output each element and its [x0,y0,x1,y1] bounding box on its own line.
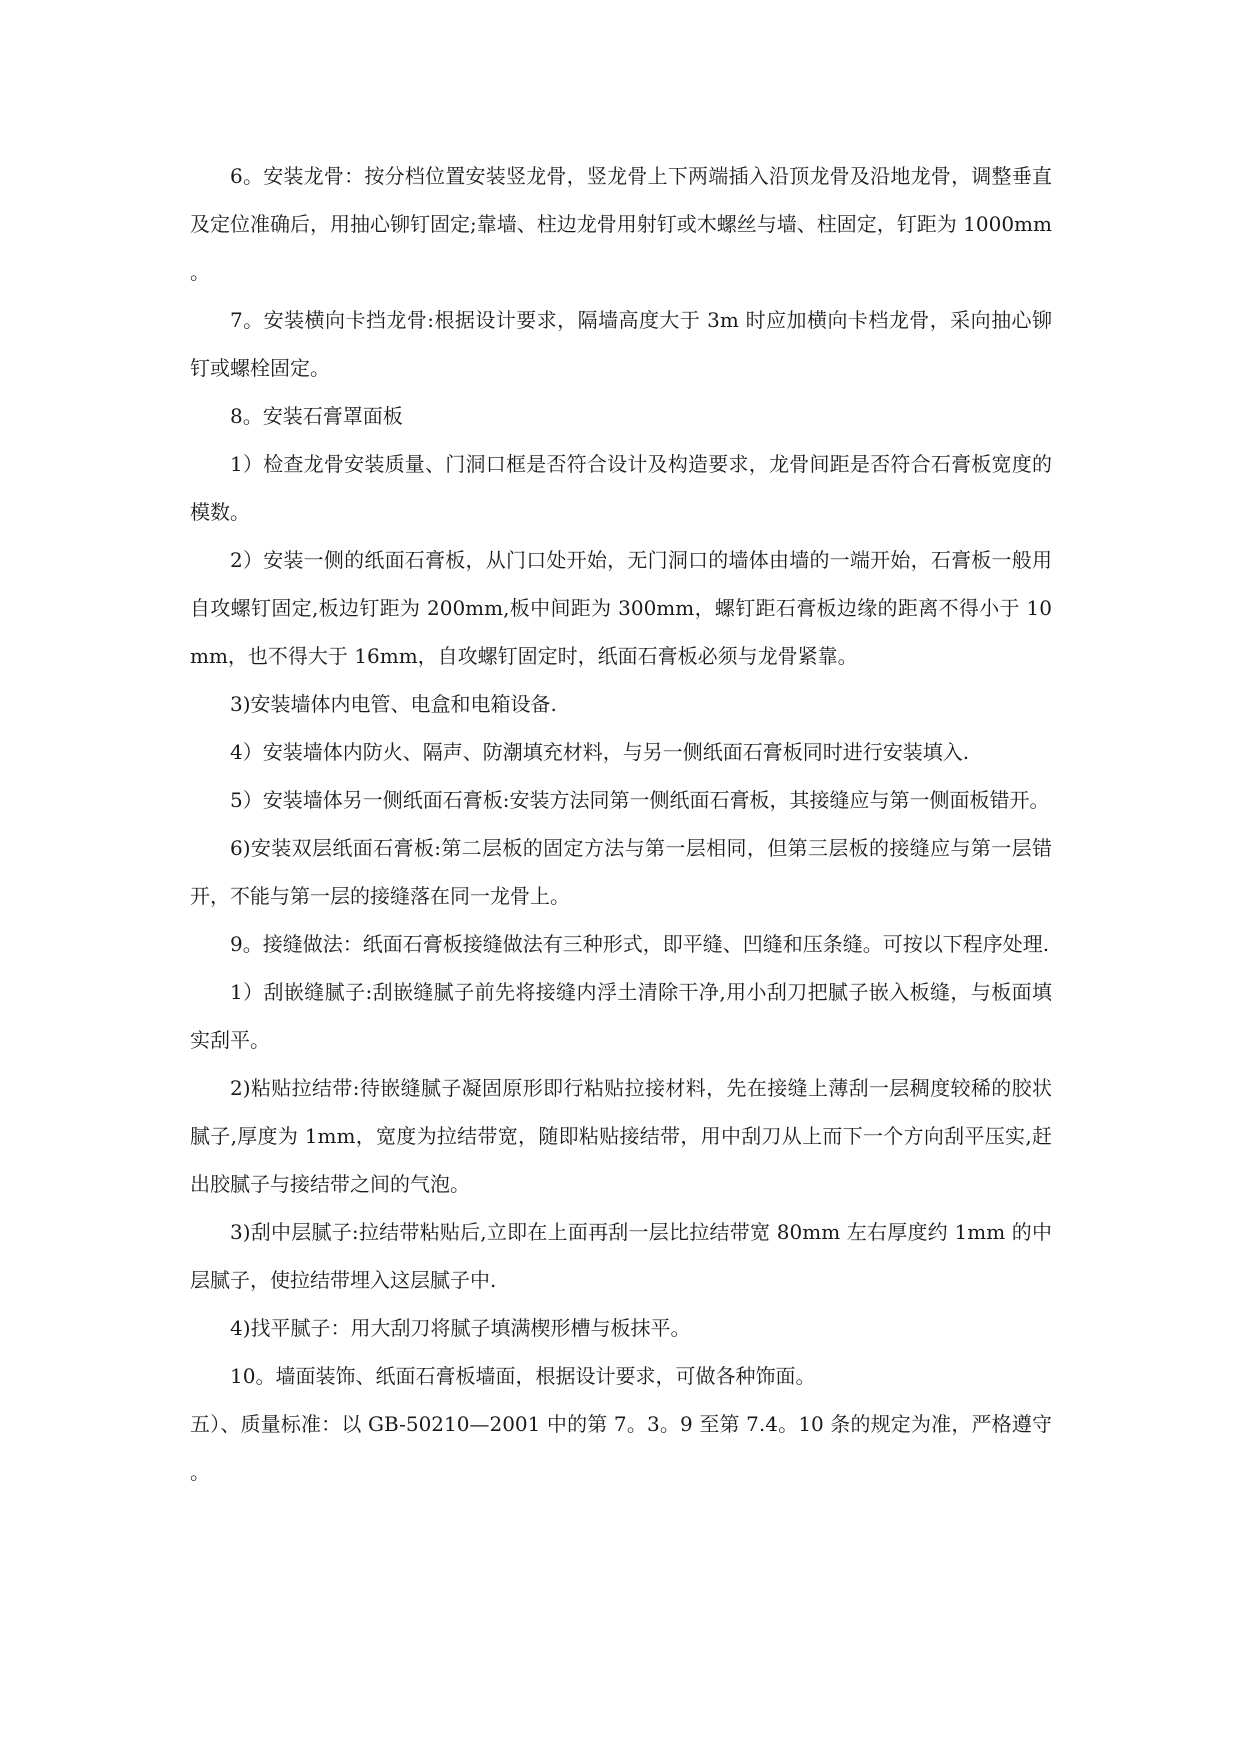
paragraph-9-1-joint-putty: 1）刮嵌缝腻子:刮嵌缝腻子前先将接缝内浮土清除干净,用小刮刀把腻子嵌入板缝，与板面填实刮平。 [190,980,1052,1052]
paragraph-8-5-other-side: 5）安装墙体另一侧纸面石膏板:安装方法同第一侧纸面石膏板，其接缝应与第一侧面板错开。 [230,788,1050,812]
paragraph-8-3-electrical: 3)安装墙体内电管、电盒和电箱设备. [230,692,557,716]
document-body [190,152,1052,1496]
paragraph-9-3-middle-putty: 3)刮中层腻子:拉结带粘贴后,立即在上面再刮一层比拉结带宽 80mm 左右厚度约 1mm 的中层腻子，使拉结带埋入这层腻子中. [190,1220,1052,1292]
paragraph-8-2-one-side: 2）安装一侧的纸面石膏板，从门口处开始，无门洞口的墙体由墙的一端开始，石膏板一般用自攻螺钉固定,板边钉距为 200mm,板中间距为 300mm，螺钉距石膏板边缘的距离不得小于 10mm，也不得大于 16mm，自攻螺钉固定时，纸面石膏板必须与龙骨紧靠。 [190,548,1052,668]
paragraph-8-1-check-keel: 1）检查龙骨安装质量、门洞口框是否符合设计及构造要求，龙骨间距是否符合石膏板宽度的模数。 [190,452,1052,524]
paragraph-9-2-tape: 2)粘贴拉结带:待嵌缝腻子凝固原形即行粘贴拉接材料，先在接缝上薄刮一层稠度较稀的胶状腻子,厚度为 1mm，宽度为拉结带宽，随即粘贴接结带，用中刮刀从上而下一个方向刮平压实,赶出胶腻子与接结带之间的气泡。 [190,1076,1052,1196]
paragraph-7-cross-keel: 7。安装横向卡挡龙骨:根据设计要求，隔墙高度大于 3m 时应加横向卡档龙骨，采向抽心铆钉或螺栓固定。 [190,308,1052,380]
paragraph-10-wall-finish: 10。墙面装饰、纸面石膏板墙面，根据设计要求，可做各种饰面。 [230,1364,816,1388]
paragraph-9-4-leveling-putty: 4)找平腻子：用大刮刀将腻子填满楔形槽与板抹平。 [230,1316,691,1340]
paragraph-9-joint-method: 9。接缝做法：纸面石膏板接缝做法有三种形式，即平缝、凹缝和压条缝。可按以下程序处理. [230,932,1050,956]
paragraph-8-gypsum-board: 8。安装石膏罩面板 [230,404,403,428]
paragraph-8-6-double-layer: 6)安装双层纸面石膏板:第二层板的固定方法与第一层相同，但第三层板的接缝应与第一层错开，不能与第一层的接缝落在同一龙骨上。 [190,836,1052,908]
paragraph-quality-standard: 五）、质量标准：以 GB-50210—2001 中的第 7。3。9 至第 7.4。10 条的规定为准，严格遵守。 [190,1412,1052,1484]
paragraph-8-4-fill-material: 4）安装墙体内防火、隔声、防潮填充材料，与另一侧纸面石膏板同时进行安装填入. [230,740,970,764]
paragraph-6-install-keel: 6。安装龙骨：按分档位置安装竖龙骨，竖龙骨上下两端插入沿顶龙骨及沿地龙骨，调整垂直及定位准确后，用抽心铆钉固定;靠墙、柱边龙骨用射钉或木螺丝与墙、柱固定，钉距为 1000mm。 [190,164,1052,284]
